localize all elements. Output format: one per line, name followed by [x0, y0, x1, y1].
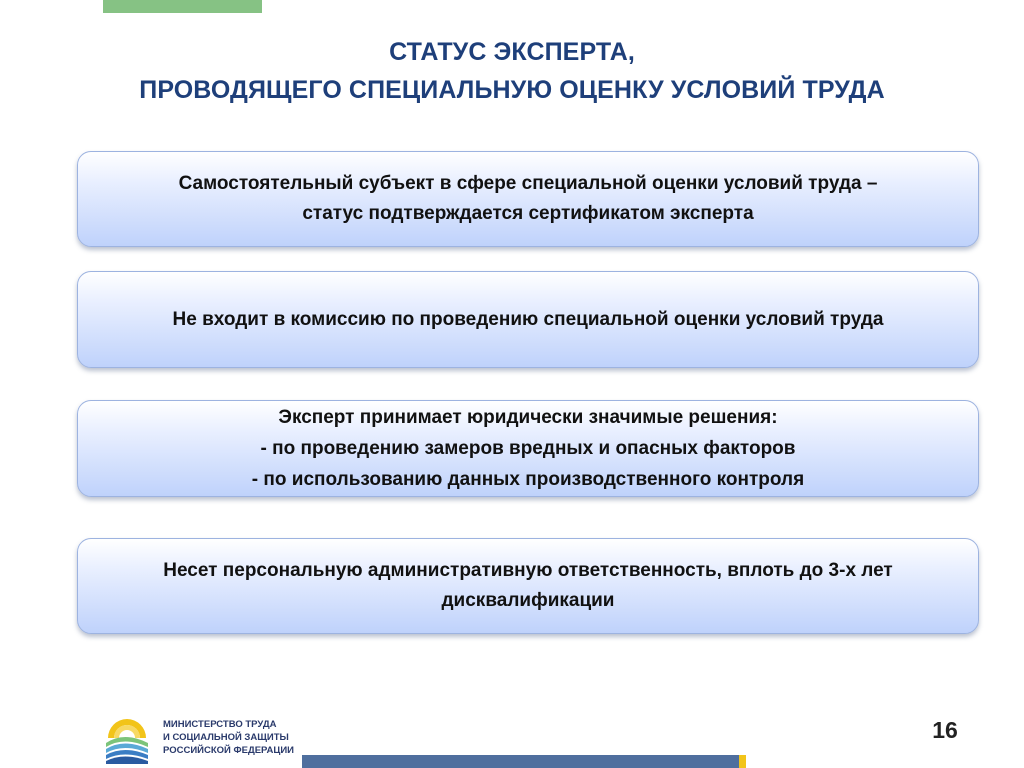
page-title: [0, 33, 1024, 109]
bottom-decor-accent: [739, 755, 746, 768]
box-line: статус подтверждается сертификатом эксперта: [302, 203, 754, 224]
status-box-legal-decisions: [77, 400, 979, 497]
ministry-name: [163, 718, 294, 757]
status-box-independent-subject: [77, 151, 979, 247]
box-line: Несет персональную административную ответственность, вплоть до 3-х лет: [163, 560, 893, 581]
box-line: Самостоятельный субъект в сфере специальной оценки условий труда –: [178, 173, 878, 194]
ministry-line: МИНИСТЕРСТВО ТРУДА: [163, 719, 277, 730]
box-line: дисквалификации: [441, 590, 615, 611]
ministry-line: И СОЦИАЛЬНОЙ ЗАЩИТЫ: [163, 732, 289, 743]
box-line: - по использованию данных производственного контроля: [251, 469, 805, 490]
title-line-1: СТАТУС ЭКСПЕРТА,: [389, 38, 635, 66]
status-box-not-in-commission: [77, 271, 979, 368]
page-number: 16: [932, 717, 958, 743]
bottom-decor-bar: [302, 755, 739, 768]
ministry-logo-icon: [104, 714, 150, 764]
ministry-line: РОССИЙСКОЙ ФЕДЕРАЦИИ: [163, 745, 295, 756]
box-line: Не входит в комиссию по проведению специальной оценки условий труда: [172, 308, 884, 330]
top-accent-bar: [103, 0, 262, 13]
box-line: Эксперт принимает юридически значимые решения:: [278, 407, 778, 428]
box-line: - по проведению замеров вредных и опасных факторов: [260, 438, 796, 459]
status-box-responsibility: [77, 538, 979, 634]
title-line-2: ПРОВОДЯЩЕГО СПЕЦИАЛЬНУЮ ОЦЕНКУ УСЛОВИЙ ТРУДА: [139, 76, 885, 104]
